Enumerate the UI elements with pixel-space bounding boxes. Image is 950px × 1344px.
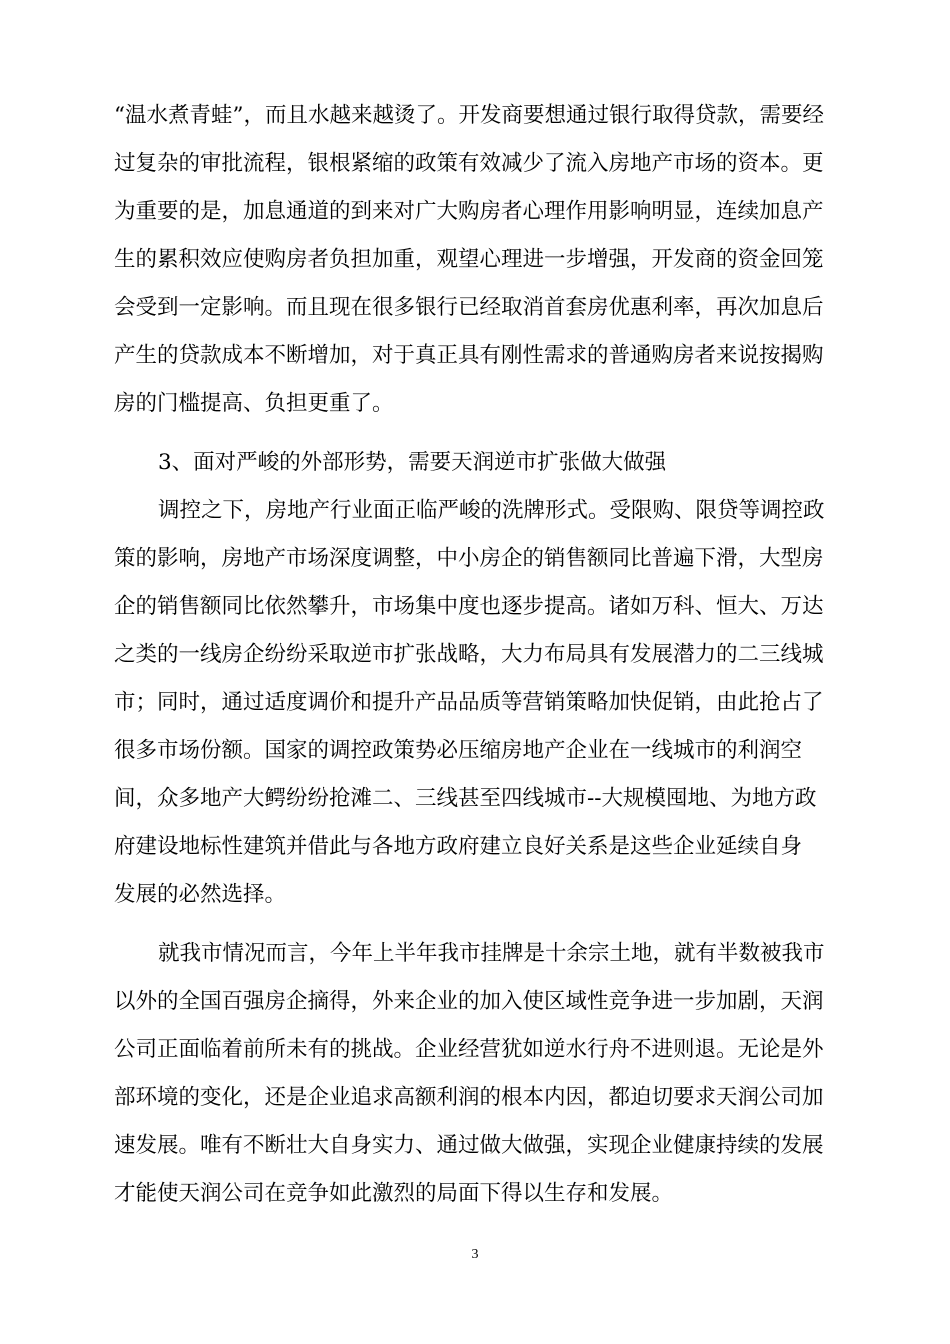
text-line: 公司正面临着前所未有的挑战。企业经营犹如逆水行舟不进则退。无论是外 xyxy=(114,1037,824,1062)
page-number: 3 xyxy=(471,1247,479,1262)
text-line: 府建设地标性建筑并借此与各地方政府建立良好关系是这些企业延续自身 xyxy=(114,834,803,859)
text-line: 速发展。唯有不断壮大自身实力、通过做大做强，实现企业健康持续的发展 xyxy=(114,1133,824,1158)
text-line: 调控之下，房地产行业面正临严峻的洗牌形式。受限购、限贷等调控政 xyxy=(158,498,825,523)
text-line: 策的影响，房地产市场深度调整，中小房企的销售额同比普遍下滑，大型房 xyxy=(114,546,824,571)
text-line: 以外的全国百强房企摘得，外来企业的加入使区域性竞争进一步加剧，天润 xyxy=(114,989,824,1014)
paragraph-loan-pressure xyxy=(114,92,854,428)
paragraph-industry-reshuffle xyxy=(114,487,854,919)
text-line: 发展的必然选择。 xyxy=(114,882,287,907)
text-line: 市；同时，通过适度调价和提升产品品质等营销策略加快促销，由此抢占了 xyxy=(114,690,824,715)
text-line: 生的累积效应使购房者负担加重，观望心理进一步增强，开发商的资金回笼 xyxy=(114,247,824,272)
text-line: 过复杂的审批流程，银根紧缩的政策有效减少了流入房地产市场的资本。更 xyxy=(114,151,824,176)
section-heading xyxy=(114,439,854,487)
text-line: 间，众多地产大鳄纷纷抢滩二、三线甚至四线城市--大规模囤地、为地方政 xyxy=(114,786,817,811)
text-line: 部环境的变化，还是企业追求高额利润的根本内因，都迫切要求天润公司加 xyxy=(114,1085,824,1110)
text-line: 就我市情况而言，今年上半年我市挂牌是十余宗土地，就有半数被我市 xyxy=(158,941,825,966)
text-line: 产生的贷款成本不断增加，对于真正具有刚性需求的普通购房者来说按揭购 xyxy=(114,343,824,368)
document-body xyxy=(114,92,854,1218)
text-line: 才能使天润公司在竞争如此激烈的局面下得以生存和发展。 xyxy=(114,1181,674,1206)
text-line: “温水煮青蛙”，而且水越来越烫了。开发商要想通过银行取得贷款，需要经 xyxy=(114,103,824,128)
text-line: 很多市场份额。国家的调控政策势必压缩房地产企业在一线城市的利润空 xyxy=(114,738,803,763)
text-line: 会受到一定影响。而且现在很多银行已经取消首套房优惠利率，再次加息后 xyxy=(114,295,824,320)
heading-text: 3、面对严峻的外部形势，需要天润逆市扩张做大做强 xyxy=(158,450,667,475)
text-line: 之类的一线房企纷纷采取逆市扩张战略，大力布局具有发展潜力的二三线城 xyxy=(114,642,824,667)
paragraph-local-situation xyxy=(114,930,854,1218)
text-line: 企的销售额同比依然攀升，市场集中度也逐步提高。诸如万科、恒大、万达 xyxy=(114,594,824,619)
text-line: 房的门槛提高、负担更重了。 xyxy=(114,391,394,416)
text-line: 为重要的是，加息通道的到来对广大购房者心理作用影响明显，连续加息产 xyxy=(114,199,824,224)
